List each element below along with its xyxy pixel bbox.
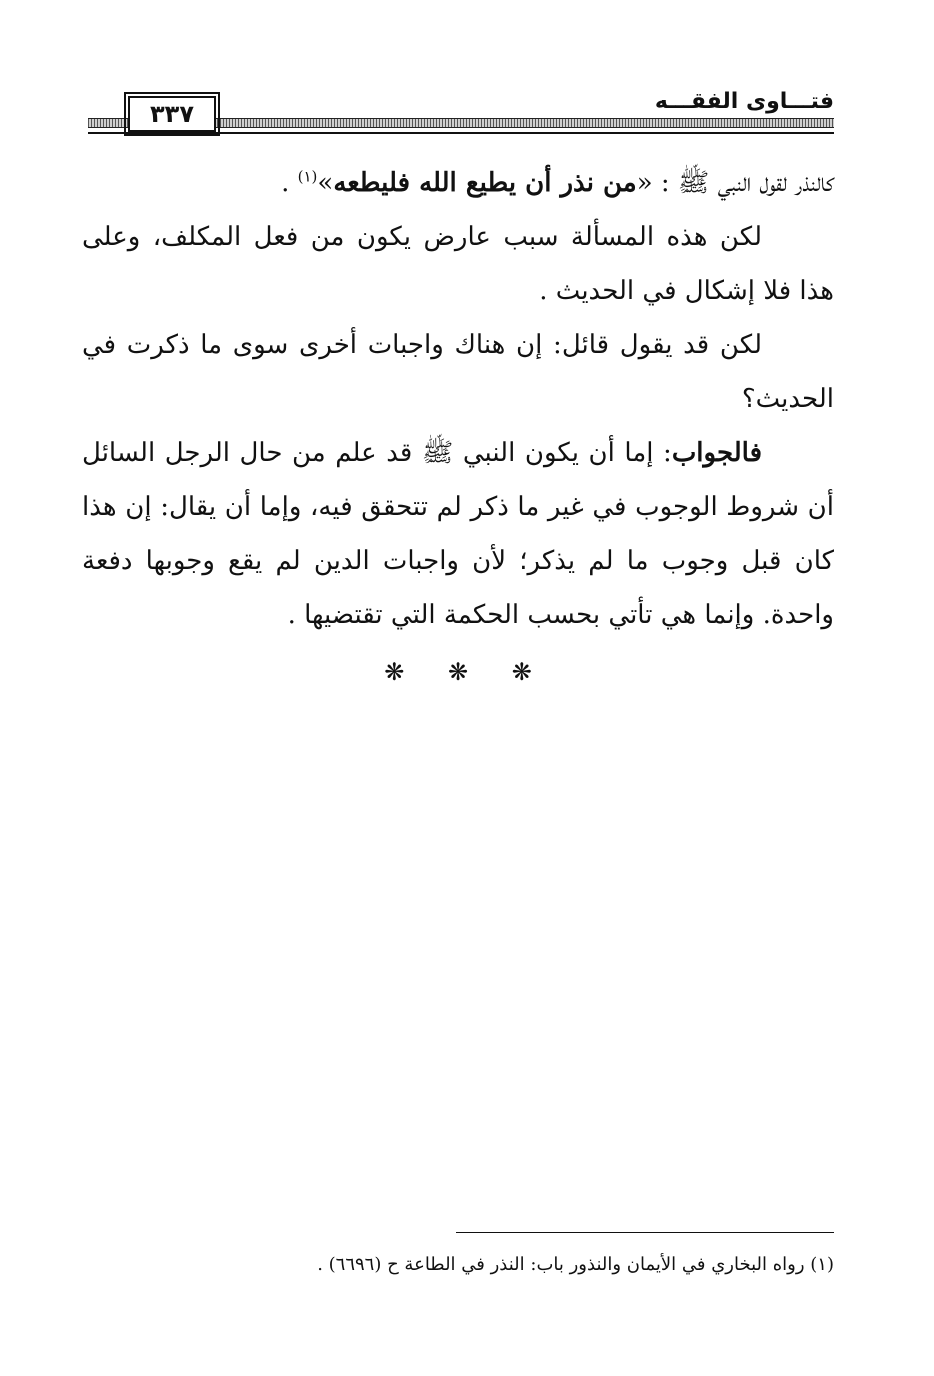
quote-close: » bbox=[317, 168, 334, 198]
footnote: (١) رواه البخاري في الأيمان والنذور باب: النذر في الطاعة ح (٦٦٩٦) . bbox=[317, 1254, 834, 1275]
section-separator bbox=[82, 652, 834, 692]
answer-lead: فالجواب bbox=[671, 438, 762, 468]
separator-star-icon: ❋ bbox=[384, 658, 405, 686]
paragraph-1-end: . bbox=[281, 168, 298, 198]
main-text bbox=[82, 156, 834, 692]
paragraph-3: لكن قد يقول قائل: إن هناك واجبات أخرى سوى ما ذكرت في الحديث؟ bbox=[82, 330, 834, 414]
book-title: فتـــاوى الفقـــه bbox=[654, 89, 834, 114]
page-number: ٣٣٧ bbox=[128, 96, 216, 132]
paragraph-1-lead: كالنذر لقول النبي ﷺ : « bbox=[636, 168, 834, 198]
footnote-reference: (١) bbox=[297, 167, 318, 186]
footnote-divider bbox=[456, 1232, 834, 1233]
hadith-quote: من نذر أن يطيع الله فليطعه bbox=[333, 168, 637, 198]
separator-star-icon: ❋ bbox=[447, 658, 469, 686]
answer-text: : إما أن يكون النبي ﷺ قد علم من حال الرجل السائل أن شروط الوجوب في غير ما ذكر لم تتحقق فيه، وإما أن يقال: إن هذا كان قبل وجوب ما لم يذكر؛ لأن واجبات الدين لم يقع وجوبها دفعة واحدة. وإنما هي تأتي بحسب الحكمة التي تقتضيها . bbox=[82, 438, 834, 630]
header-rule bbox=[88, 132, 834, 134]
paragraph-1 bbox=[82, 156, 834, 210]
separator-star-icon: ❋ bbox=[511, 658, 532, 686]
paragraph-2: لكن هذه المسألة سبب عارض يكون من فعل المكلف، وعلى هذا فلا إشكال في الحديث . bbox=[82, 222, 834, 306]
paragraph-4 bbox=[82, 426, 834, 642]
page-header bbox=[88, 86, 834, 134]
